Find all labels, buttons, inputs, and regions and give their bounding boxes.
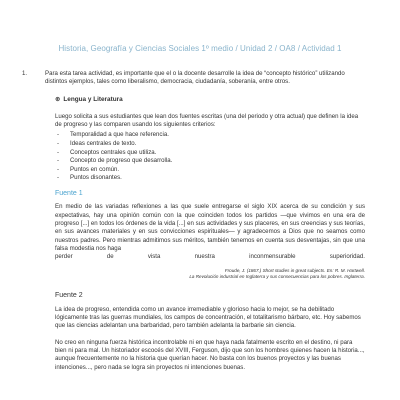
page-header: Historia, Geografía y Ciencias Sociales 1º medio / Unidad 2 / OA8 / Actividad 1 [58,44,342,53]
list-item: - Puntos en común. [55,166,365,175]
source-1-quote: En medio de las variadas reflexiones a las que suele entregarse el siglo XIX acerca de su condición y sus expectativas, hay una opinión común con la que coinciden todos los partidos —que vivimos en una era de progreso [...] en todos los órdenes de la vida [...] en sus actividades y sus placeres, en sus creencias y sus teorías, en sus avances materiales y en sus convicciones espirituales— y agradecemos a Dios que no seamos como nuestros padres. Pero mientras admitimos sus méritos, también tenemos en cuenta sus desventajas, sin que una falsa modestia nos haga [55,203,365,252]
criteria-list [55,131,365,183]
question-text: Para esta tarea actividad, es importante que el o la docente desarrolle la idea de “concepto histórico” utilizando distintos ejemplos, tales como liberalismo, democracia, ciudadanía, soberanía, entre otros. [45,70,345,86]
question-number: 1. [22,70,28,77]
list-item: - Ideas centrales de texto. [55,140,365,149]
subject-title: Lengua y Literatura [63,95,123,103]
source-2-paragraph: No creo en ninguna fuerza histórica incontrolable ni en que haya nada fatalmente escrito en el destino, ni para bien ni para mal. Un historiador escocés del XVIII, Ferguson, dijo que son los hombres quienes hacen la historia..., aunque frecuentemente no la historia que querían hacer. No basta con los buenos proyectos y las buenas intenciones..., pero nada se logra sin proyectos ni intenciones buenas. [55,338,365,371]
citation-line: La Revolución industrial en Inglaterra y sus consecuencias para los pobres. Inglaterra. [189,274,365,280]
question-1 [22,70,365,87]
source-2-paragraph: La idea de progreso, entendida como un avance irremediable y glorioso hacia lo mejor, se ha debilitado lógicamente tras las guerras mundiales, los campos de concentración, el totalitarismo bárbaro, etc. Hoy sabemos que las ciencias adelantan una barbaridad, pero también adelanta la barbarie sin ciencia. [55,305,361,330]
instructions-text: Luego solicita a sus estudiantes que lean dos fuentes escritas (una del periodo y otra actual) que definen la idea de progreso y las comparen usando los siguientes criterios: [55,112,359,129]
subject-heading [55,96,365,104]
list-item: - Concepto de progreso que desarrolla. [55,157,365,166]
source-2-title: Fuente 2 [55,292,83,300]
source-1-title: Fuente 1 [55,190,83,198]
source-1-citation [55,268,365,280]
list-item: - Conceptos centrales que utiliza. [55,149,365,158]
document-body [22,70,365,380]
source-1-quote-last-line: perder de vista nuestra inconmensurable superioridad. [55,253,365,261]
citation-line: Froude, J. (1867.) Short studies in great subjects. En: R. M. Hartwell. [224,268,365,274]
list-item: - Puntos disonantes. [55,174,365,183]
list-item: - Temporalidad a que hace referencia. [55,131,365,140]
plus-circle-icon: ⊕ [55,95,61,103]
